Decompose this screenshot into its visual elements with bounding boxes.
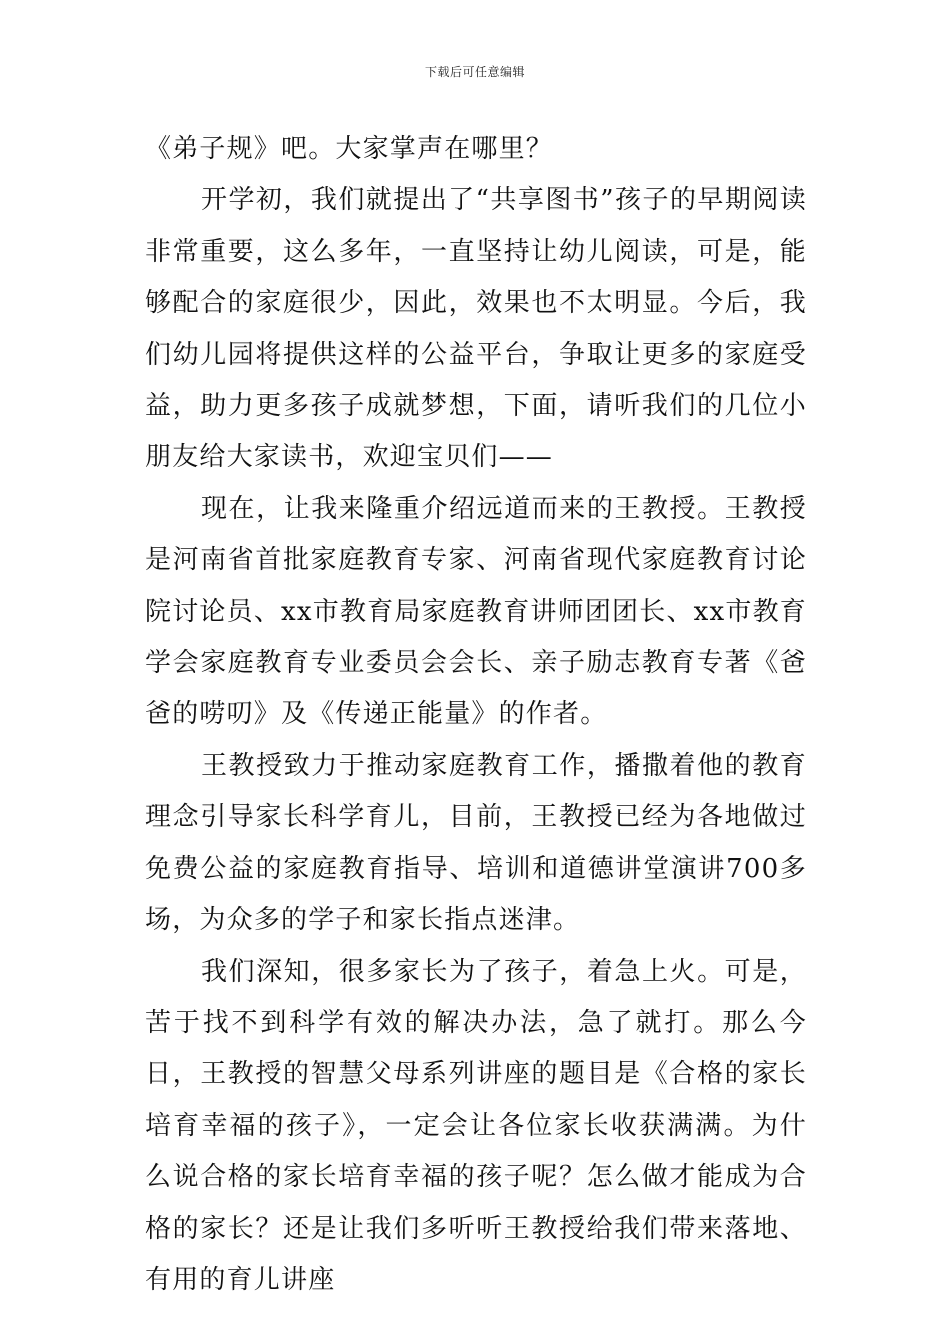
page-header-note: 下载后可任意编辑 bbox=[424, 65, 525, 79]
paragraph-continuation: 《弟子规》吧。大家掌声在哪里？ bbox=[145, 134, 554, 164]
paragraph-professor-work: 王教授致力于推动家庭教育工作，播撒着他的教育理念引导家长科学育儿，目前，王教授已经为各地做过免费公益的家庭教育指导、培训和道德讲堂演讲700多场，为众多的学子和家长指点迷津。 bbox=[145, 750, 807, 936]
paragraph-lecture-topic: 我们深知，很多家长为了孩子，着急上火。可是，苦于找不到科学有效的解决办法，急了就打。那么今日，王教授的智慧父母系列讲座的题目是《合格的家长培育幸福的孩子》，一定会让各位家长收获满满。为什么说合格的家长培育幸福的孩子呢？怎么做才能成为合格的家长？还是让我们多听听王教授给我们带来落地、有用的育儿讲座 bbox=[145, 956, 807, 1295]
paragraph-shared-books: 开学初，我们就提出了“共享图书”孩子的早期阅读非常重要，这么多年，一直坚持让幼儿阅读，可是，能够配合的家庭很少，因此，效果也不太明显。今后，我们幼儿园将提供这样的公益平台，争取让更多的家庭受益，助力更多孩子成就梦想，下面，请听我们的几位小朋友给大家读书，欢迎宝贝们—— bbox=[145, 185, 807, 473]
document-body bbox=[145, 124, 807, 1306]
paragraph-introduce-professor: 现在，让我来隆重介绍远道而来的王教授。王教授是河南省首批家庭教育专家、河南省现代家庭教育讨论院讨论员、xx市教育局家庭教育讲师团团长、xx市教育学会家庭教育专业委员会会长、亲子励志教育专著《爸爸的唠叨》及《传递正能量》的作者。 bbox=[145, 493, 807, 730]
